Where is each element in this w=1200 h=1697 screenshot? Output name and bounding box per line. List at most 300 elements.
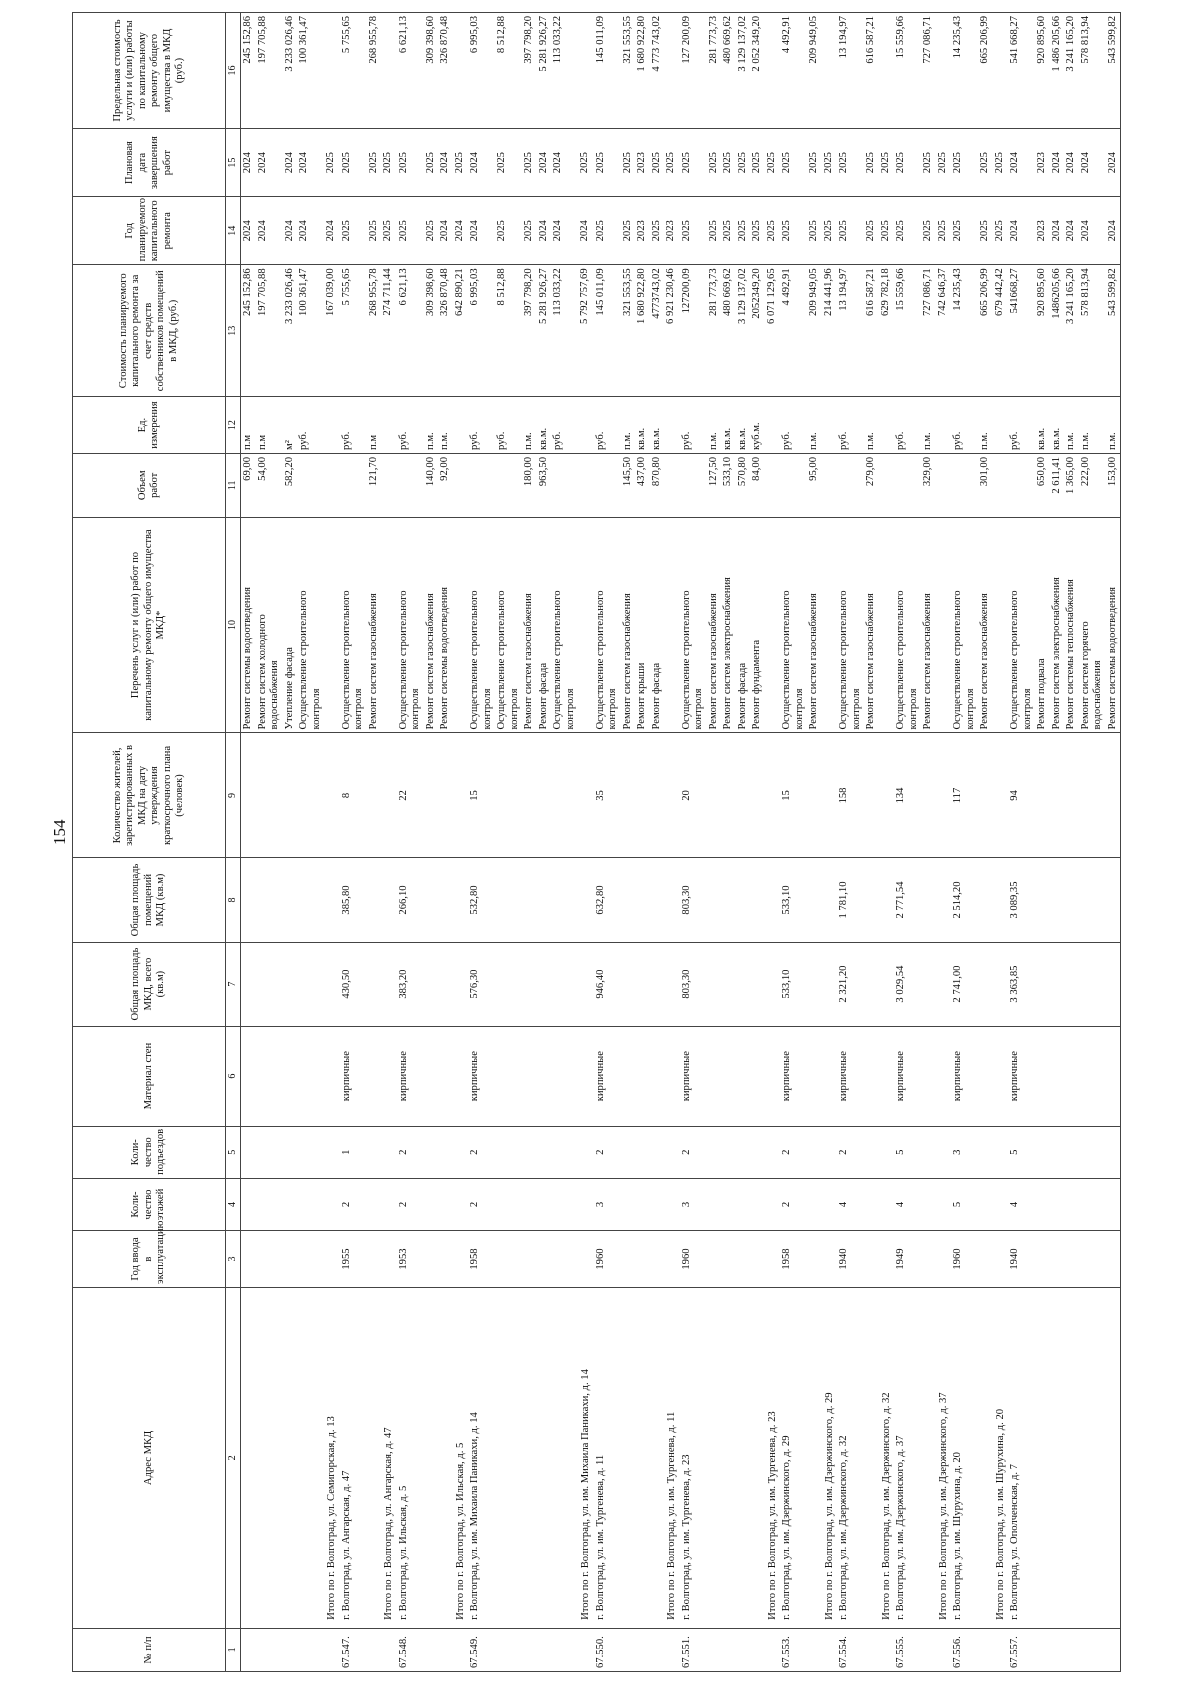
total-label: Итого по г. Волгоград, ул. Семигорская, д. 13 [324, 1287, 340, 1628]
empty-cell [1079, 1178, 1106, 1230]
work-max-cost: 15 559,66 [894, 13, 921, 129]
work-volume [951, 453, 978, 517]
building-address: г. Волгоград, ул. Ополченская, д. 7 [1008, 1287, 1035, 1628]
work-volume: 570,80 [736, 453, 751, 517]
empty-cell [1064, 1287, 1079, 1628]
work-max-cost: 309 398,60 [424, 13, 439, 129]
work-name-line: Ремонт подвала [1036, 658, 1047, 730]
work-volume: 650,00 [1035, 453, 1050, 517]
area-total: 430,50 [340, 942, 367, 1026]
empty-cell [921, 733, 936, 858]
total-year: 2025 [381, 197, 397, 265]
empty-cell [381, 1231, 397, 1288]
column-header: Количество жителей, зарегистрированных в МКД на дату утверждения краткосрочного плана (человек) [73, 733, 226, 858]
work-end-date: 2025 [894, 129, 921, 197]
work-volume: 95,00 [807, 453, 822, 517]
work-cost: 245 152,86 [241, 265, 256, 397]
area-premises: 385,80 [340, 858, 367, 942]
empty-cell [1079, 1628, 1106, 1671]
work-year: 2025 [921, 197, 936, 265]
empty-cell [936, 1231, 952, 1288]
work-name-line: Осуществление строительного [895, 590, 906, 730]
empty-cell [864, 1628, 879, 1671]
empty-cell [721, 1178, 736, 1230]
total-year: 2025 [993, 197, 1009, 265]
empty-cell [1079, 1126, 1106, 1178]
empty-cell [522, 1628, 537, 1671]
empty-cell [978, 942, 993, 1026]
work-year: 2025 [807, 197, 822, 265]
work-volume: 437,00 [635, 453, 650, 517]
empty-cell [424, 733, 439, 858]
work-year: 2025 [978, 197, 993, 265]
work-max-cost: 397 798,20 [522, 13, 537, 129]
entrances-count: 2 [468, 1126, 495, 1178]
work-end-date: 2025 [750, 129, 765, 197]
empty-cell [1064, 733, 1079, 858]
empty-cell [438, 858, 453, 942]
entrances-count: 2 [397, 1126, 424, 1178]
empty-cell [495, 1126, 522, 1178]
work-volume: 279,00 [864, 453, 879, 517]
work-max-cost: 6 621,13 [397, 13, 424, 129]
work-max-cost: 197 705,88 [256, 13, 283, 129]
work-name [707, 517, 722, 733]
work-end-date: 2024 [297, 129, 324, 197]
empty-cell [822, 1026, 838, 1126]
work-cost: 578 813,94 [1079, 265, 1106, 397]
empty-cell [650, 1178, 665, 1230]
work-name [594, 517, 621, 733]
work-cost: 3 129 137,02 [736, 265, 751, 397]
work-unit: руб. [780, 397, 807, 454]
work-name [951, 517, 978, 733]
empty-cell [537, 1126, 552, 1178]
work-unit: кв.м. [721, 397, 736, 454]
work-volume [594, 453, 621, 517]
column-number: 11 [226, 453, 241, 517]
empty-cell [750, 1628, 765, 1671]
entrances-count: 2 [780, 1126, 807, 1178]
work-max-cost: 321 553,55 [621, 13, 636, 129]
work-unit: кв.м. [635, 397, 650, 454]
work-unit: п.м. [1079, 397, 1106, 454]
empty-cell [1050, 858, 1065, 942]
empty-cell [324, 1178, 340, 1230]
work-end-date: 2025 [522, 129, 537, 197]
total-row [578, 13, 594, 1672]
empty-cell [736, 1178, 751, 1230]
empty-cell [707, 858, 722, 942]
empty-cell [1035, 1178, 1050, 1230]
work-cost: 4 492,91 [780, 265, 807, 397]
work-cost: 127200,09 [680, 265, 707, 397]
empty-cell [879, 1628, 895, 1671]
empty-cell [822, 1231, 838, 1288]
empty-cell [453, 1126, 469, 1178]
work-max-cost: 3 241 165,20 [1064, 13, 1079, 129]
column-header: Предельная стоимость услуги и (или) работы по капитальному ремонту общего имущества в МКД (руб.) [73, 13, 226, 129]
total-cost: 6 071 129,65 [765, 265, 781, 397]
column-number: 14 [226, 197, 241, 265]
empty-cell [551, 1287, 578, 1628]
building-address: г. Волгоград, ул. им. Тургенева, д. 11 [594, 1287, 621, 1628]
work-name [1106, 517, 1121, 733]
empty-cell [381, 517, 397, 733]
empty-cell [650, 733, 665, 858]
year-built: 1960 [680, 1231, 707, 1288]
empty-cell [807, 1026, 822, 1126]
total-max-cost [879, 13, 895, 129]
work-name [680, 517, 707, 733]
empty-cell [936, 453, 952, 517]
work-volume: 533,10 [721, 453, 736, 517]
work-name-line: Осуществление строительного [594, 590, 606, 730]
empty-cell [367, 1231, 382, 1288]
work-max-cost: 3 233 026,46 [283, 13, 298, 129]
empty-cell [707, 1178, 722, 1230]
empty-cell [324, 1628, 340, 1671]
work-name-line: Ремонт крыши [636, 662, 647, 730]
total-row [324, 13, 340, 1672]
work-unit: руб. [680, 397, 707, 454]
empty-cell [750, 733, 765, 858]
total-cost: 214 441,96 [822, 265, 838, 397]
empty-cell [822, 1126, 838, 1178]
work-year: 2025 [864, 197, 879, 265]
empty-cell [256, 1628, 283, 1671]
floors-count: 4 [894, 1178, 921, 1230]
column-header: Коли-чество подъездов [73, 1126, 226, 1178]
empty-cell [921, 1126, 936, 1178]
empty-cell [765, 1026, 781, 1126]
work-row [650, 13, 665, 1672]
total-label: Итого по г. Волгоград, ул. им. Дзержинского, д. 29 [822, 1287, 838, 1628]
work-year: 2024 [1008, 197, 1035, 265]
total-max-cost [578, 13, 594, 129]
work-volume [495, 453, 522, 517]
column-number: 8 [226, 858, 241, 942]
work-end-date: 2025 [921, 129, 936, 197]
empty-cell [993, 1126, 1009, 1178]
empty-cell [635, 1126, 650, 1178]
work-name-line: контроля [310, 688, 322, 730]
work-name [468, 517, 495, 733]
work-volume [1008, 453, 1035, 517]
work-max-cost: 6 995,03 [468, 13, 495, 129]
residents-count: 15 [780, 733, 807, 858]
empty-cell [1106, 1026, 1121, 1126]
column-header: Год ввода в эксплуатацию [73, 1231, 226, 1288]
empty-cell [381, 1026, 397, 1126]
empty-cell [879, 517, 895, 733]
empty-cell [621, 1026, 636, 1126]
empty-cell [551, 858, 578, 942]
empty-cell [936, 517, 952, 733]
empty-cell [381, 1178, 397, 1230]
work-name-line: Ремонт систем газоснабжения [808, 593, 819, 730]
empty-cell [256, 1231, 283, 1288]
total-row [664, 13, 680, 1672]
work-end-date: 2024 [241, 129, 256, 197]
work-name [1050, 517, 1065, 733]
entrances-count: 5 [894, 1126, 921, 1178]
entrances-count: 2 [680, 1126, 707, 1178]
year-built: 1958 [468, 1231, 495, 1288]
work-unit: руб. [340, 397, 367, 454]
empty-cell [241, 858, 256, 942]
work-end-date: 2025 [736, 129, 751, 197]
residents-count: 15 [468, 733, 495, 858]
work-name-line: Ремонт системы водоотведения [242, 587, 253, 730]
empty-cell [664, 1231, 680, 1288]
empty-cell [1079, 733, 1106, 858]
wall-material: кирпичные [397, 1026, 424, 1126]
empty-cell [256, 942, 283, 1026]
column-number: 3 [226, 1231, 241, 1288]
work-max-cost: 13 194,97 [837, 13, 864, 129]
empty-cell [864, 1026, 879, 1126]
empty-cell [736, 1628, 751, 1671]
empty-cell [978, 1628, 993, 1671]
empty-cell [424, 1231, 439, 1288]
area-total: 3 363,85 [1008, 942, 1035, 1026]
work-end-date: 2025 [807, 129, 822, 197]
empty-cell [765, 453, 781, 517]
total-year: 2025 [822, 197, 838, 265]
empty-cell [438, 1178, 453, 1230]
total-max-cost [324, 13, 340, 129]
empty-cell [256, 733, 283, 858]
empty-cell [438, 1026, 453, 1126]
empty-cell [807, 733, 822, 858]
empty-cell [936, 858, 952, 942]
work-name-line: Ремонт систем газоснабжения [922, 593, 933, 730]
empty-cell [522, 1287, 537, 1628]
work-name-line: Утепление фасада [283, 647, 295, 730]
work-volume: 329,00 [921, 453, 936, 517]
work-cost: 727 086,71 [921, 265, 936, 397]
empty-cell [621, 733, 636, 858]
work-name [397, 517, 424, 733]
work-name [367, 517, 382, 733]
empty-cell [664, 453, 680, 517]
empty-cell [381, 1628, 397, 1671]
work-year: 2025 [522, 197, 537, 265]
empty-cell [864, 942, 879, 1026]
empty-cell [978, 858, 993, 942]
work-unit: кв.м. [1050, 397, 1065, 454]
empty-cell [822, 1628, 838, 1671]
empty-cell [822, 517, 838, 733]
empty-cell [978, 1231, 993, 1288]
work-name-line: контроля [564, 688, 576, 730]
work-cost: 543 599,82 [1106, 265, 1121, 397]
building-address: г. Волгоград, ул. им. Шурухина, д. 20 [951, 1287, 978, 1628]
work-unit: кв.м. [650, 397, 665, 454]
year-built: 1953 [397, 1231, 424, 1288]
empty-cell [635, 1287, 650, 1628]
work-end-date: 2025 [680, 129, 707, 197]
work-cost: 268 955,78 [367, 265, 382, 397]
empty-cell [241, 1628, 256, 1671]
total-label: Итого по г. Волгоград, ул. им. Шурухина, д. 20 [993, 1287, 1009, 1628]
work-max-cost: 480 669,62 [721, 13, 736, 129]
empty-cell [1106, 1178, 1121, 1230]
empty-cell [537, 942, 552, 1026]
column-number: 16 [226, 13, 241, 129]
area-total: 576,30 [468, 942, 495, 1026]
empty-cell [1079, 1287, 1106, 1628]
empty-cell [1064, 942, 1079, 1026]
work-row [468, 13, 495, 1672]
total-row [936, 13, 952, 1672]
empty-cell [750, 858, 765, 942]
work-unit: руб. [468, 397, 495, 454]
residents-count: 117 [951, 733, 978, 858]
header-row [73, 13, 226, 1672]
empty-cell [495, 1231, 522, 1288]
work-end-date: 2025 [780, 129, 807, 197]
work-volume: 963,50 [537, 453, 552, 517]
work-volume: 121,70 [367, 453, 382, 517]
work-volume: 69,00 [241, 453, 256, 517]
column-header: Адрес МКД [73, 1287, 226, 1628]
work-name-line: Ремонт фасада [736, 662, 748, 730]
work-end-date: 2024 [1079, 129, 1106, 197]
work-name [283, 517, 298, 733]
empty-cell [721, 733, 736, 858]
empty-cell [241, 1231, 256, 1288]
empty-cell [283, 1026, 298, 1126]
empty-cell [424, 1178, 439, 1230]
work-year: 2024 [297, 197, 324, 265]
empty-cell [864, 1126, 879, 1178]
work-name-line: Ремонт систем газоснабжения [621, 593, 633, 730]
empty-cell [1064, 1231, 1079, 1288]
total-end-date: 2025 [879, 129, 895, 197]
work-name [736, 517, 751, 733]
total-label: Итого по г. Волгоград, ул. им. Дзержинского, д. 32 [879, 1287, 895, 1628]
work-name-line: Осуществление строительного [552, 590, 563, 730]
work-unit: п.м. [424, 397, 439, 454]
empty-cell [822, 453, 838, 517]
work-name-line: Ремонт фасада [537, 662, 549, 730]
work-max-cost: 127 200,09 [680, 13, 707, 129]
work-unit: руб. [1008, 397, 1035, 454]
empty-cell [635, 1231, 650, 1288]
column-header: Стоимость планируемого капитального ремонта за счет средств собственников помещений в МКД, (руб.) [73, 265, 226, 397]
empty-cell [765, 858, 781, 942]
empty-cell [537, 858, 552, 942]
empty-cell [578, 1026, 594, 1126]
empty-cell [765, 942, 781, 1026]
empty-cell [879, 453, 895, 517]
year-built: 1960 [594, 1231, 621, 1288]
empty-cell [1106, 858, 1121, 942]
work-max-cost: 2 052 349,20 [750, 13, 765, 129]
work-max-cost: 5 281 926,27 [537, 13, 552, 129]
work-year: 2025 [495, 197, 522, 265]
empty-cell [822, 1178, 838, 1230]
work-volume [680, 453, 707, 517]
empty-cell [1064, 1178, 1079, 1230]
row-number: 67.551. [680, 1628, 707, 1671]
empty-cell [438, 1287, 453, 1628]
total-end-date: 2025 [822, 129, 838, 197]
empty-cell [879, 858, 895, 942]
total-year: 2025 [765, 197, 781, 265]
empty-cell [765, 733, 781, 858]
work-year: 2023 [635, 197, 650, 265]
total-max-cost [765, 13, 781, 129]
residents-count: 35 [594, 733, 621, 858]
empty-cell [993, 1178, 1009, 1230]
work-name [256, 517, 283, 733]
work-end-date: 2024 [1050, 129, 1065, 197]
empty-cell [297, 1178, 324, 1230]
total-year: 2024 [578, 197, 594, 265]
empty-cell [736, 1287, 751, 1628]
empty-cell [879, 733, 895, 858]
work-name-line: Осуществление строительного [1009, 590, 1020, 730]
empty-cell [822, 858, 838, 942]
empty-cell [864, 858, 879, 942]
work-volume: 222,00 [1079, 453, 1106, 517]
work-volume [780, 453, 807, 517]
empty-cell [1064, 1026, 1079, 1126]
empty-cell [381, 453, 397, 517]
residents-count: 20 [680, 733, 707, 858]
work-name [635, 517, 650, 733]
empty-cell [283, 733, 298, 858]
empty-cell [1035, 1287, 1050, 1628]
work-name-line: Ремонт фасада [650, 662, 662, 730]
total-row [381, 13, 397, 1672]
empty-cell [495, 1026, 522, 1126]
floors-count: 2 [468, 1178, 495, 1230]
column-number: 1 [226, 1628, 241, 1671]
rotated-page [72, 12, 1132, 1672]
empty-cell [522, 1126, 537, 1178]
empty-cell [621, 1126, 636, 1178]
work-row [621, 13, 636, 1672]
work-row [864, 13, 879, 1672]
empty-cell [1079, 942, 1106, 1026]
work-volume: 92,00 [438, 453, 453, 517]
year-built: 1955 [340, 1231, 367, 1288]
work-name [894, 517, 921, 733]
work-year: 2024 [1079, 197, 1106, 265]
empty-cell [936, 1628, 952, 1671]
work-row [1106, 13, 1121, 1672]
empty-cell [453, 1026, 469, 1126]
year-built: 1940 [837, 1231, 864, 1288]
empty-cell [1050, 1231, 1065, 1288]
empty-cell [664, 517, 680, 733]
empty-cell [438, 1628, 453, 1671]
total-row [993, 13, 1009, 1672]
empty-cell [453, 733, 469, 858]
work-max-cost: 578 813,94 [1079, 13, 1106, 129]
empty-cell [537, 733, 552, 858]
empty-cell [241, 733, 256, 858]
empty-cell [453, 453, 469, 517]
total-cost: 274 711,44 [381, 265, 397, 397]
total-max-cost [453, 13, 469, 129]
work-unit: п.м. [522, 397, 537, 454]
work-unit: п.м. [864, 397, 879, 454]
